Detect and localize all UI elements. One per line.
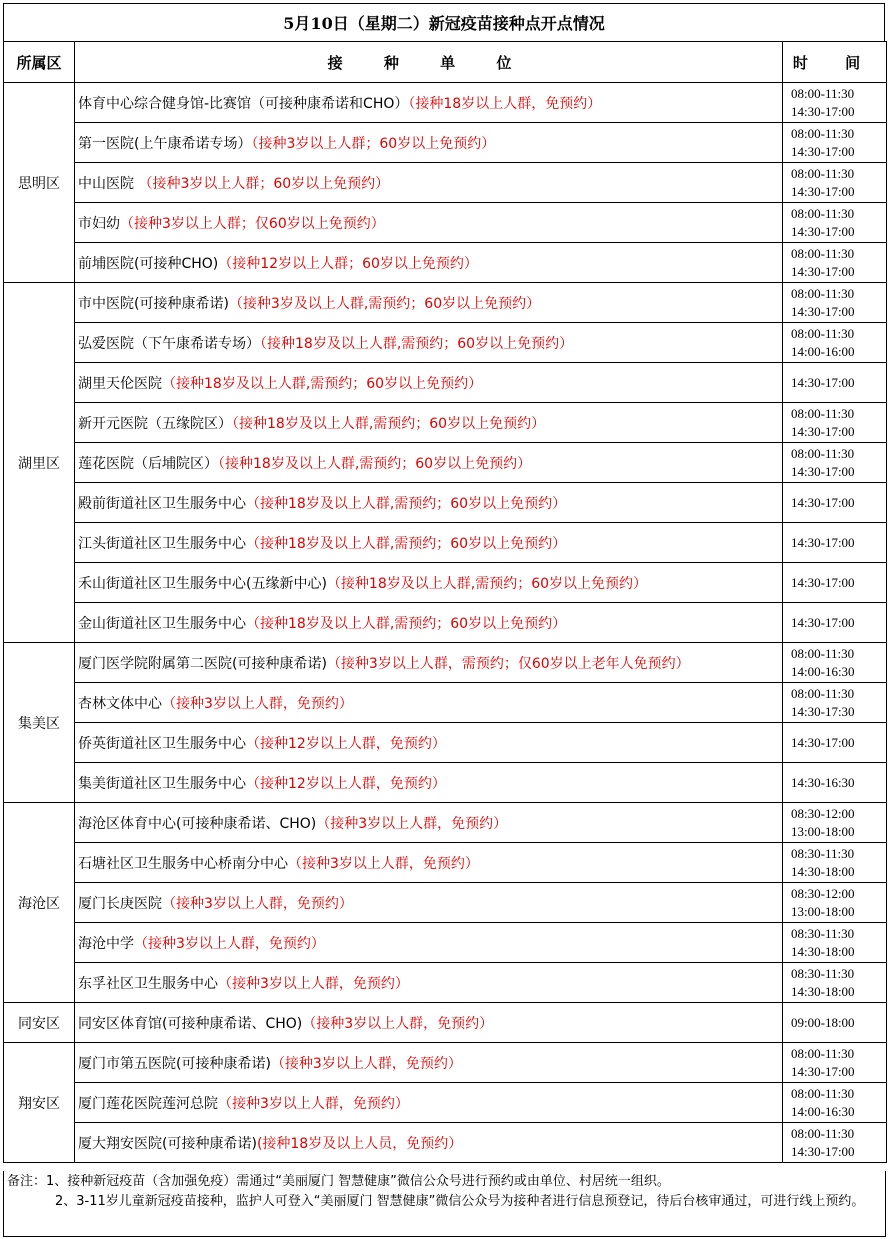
- unit-name: 集美街道社区卫生服务中心: [78, 775, 246, 792]
- unit-note: （接种18岁及以上人群,需预约；60岁以上免预约）: [246, 615, 567, 632]
- unit-name: 海沧区体育中心(可接种康希诺、CHO): [78, 815, 317, 832]
- table-row: [4, 283, 887, 323]
- page-title: 5月10日（星期二）新冠疫苗接种点开点情况: [3, 3, 885, 41]
- time-slot: 08:00-11:30: [791, 285, 855, 301]
- time-cell: [783, 1043, 887, 1083]
- time-slot: 08:00-11:30: [791, 205, 855, 221]
- time-cell: [783, 83, 887, 123]
- time-cell: [783, 883, 887, 923]
- unit-cell: [75, 403, 783, 443]
- time-cell: [783, 283, 887, 323]
- unit-note: （接种12岁以上人群；60岁以上免预约）: [218, 255, 478, 272]
- unit-note: （接种3岁以上人群；仅60岁以上免预约）: [120, 215, 385, 232]
- unit-note: （接种12岁以上人群，免预约）: [246, 775, 446, 792]
- time-slot: 14:00-16:00: [791, 343, 855, 359]
- unit-cell: [75, 803, 783, 843]
- time-slot: 08:00-11:30: [791, 1085, 855, 1101]
- time-slot: 08:00-11:30: [791, 645, 855, 661]
- unit-name: 同安区体育馆(可接种康希诺、CHO): [78, 1015, 303, 1032]
- header-unit: [75, 42, 783, 83]
- vaccination-table: [3, 41, 887, 1163]
- table-row: [4, 923, 887, 963]
- time-slot: 08:00-11:30: [791, 445, 855, 461]
- unit-cell: [75, 1043, 783, 1083]
- unit-note: （接种18岁及以上人群,需预约；60岁以上免预约）: [162, 375, 483, 392]
- time-slot: 14:00-16:30: [791, 1103, 855, 1119]
- time-cell: [783, 563, 887, 603]
- table-row: [4, 883, 887, 923]
- time-slot: 08:30-11:30: [791, 925, 855, 941]
- unit-note: （接种18岁以上人群，免预约）: [408, 95, 602, 112]
- table-row: [4, 763, 887, 803]
- time-cell: [783, 843, 887, 883]
- time-slot: 08:00-11:30: [791, 165, 855, 181]
- time-slot: 09:00-18:00: [791, 1014, 855, 1030]
- table-row: [4, 563, 887, 603]
- time-slot: 14:30-18:00: [791, 863, 855, 879]
- unit-name: 新开元医院（五缘院区）: [78, 415, 232, 432]
- table-row: [4, 723, 887, 763]
- time-slot: 14:00-16:30: [791, 663, 855, 679]
- time-cell: [783, 603, 887, 643]
- unit-note: （接种18岁及以上人群,需预约；60岁以上免预约）: [232, 415, 546, 432]
- unit-cell: [75, 363, 783, 403]
- unit-cell: [75, 643, 783, 683]
- unit-name: 东孚社区卫生服务中心: [78, 975, 218, 992]
- time-slot: 14:30-17:00: [791, 183, 855, 199]
- unit-cell: [75, 523, 783, 563]
- unit-cell: [75, 723, 783, 763]
- time-slot: 14:30-17:00: [791, 1143, 855, 1159]
- unit-name: 第一医院(上午康希诺专场）: [78, 135, 252, 152]
- time-slot: 14:30-17:00: [791, 614, 855, 630]
- header-district: 所属区: [4, 42, 75, 83]
- time-slot: 14:30-17:00: [791, 103, 855, 119]
- unit-note: （接种3岁以上人群，需预约；仅60岁以上老年人免预约）: [326, 655, 690, 672]
- unit-note: （接种18岁及以上人群,需预约；60岁以上免预约）: [246, 495, 567, 512]
- table-row: [4, 483, 887, 523]
- time-cell: [783, 523, 887, 563]
- table-row: [4, 1043, 887, 1083]
- time-slot: 14:30-17:00: [791, 534, 855, 550]
- time-cell: [783, 243, 887, 283]
- unit-cell: [75, 123, 783, 163]
- table-row: [4, 803, 887, 843]
- time-slot: 14:30-17:00: [791, 1063, 855, 1079]
- time-slot: 08:00-11:30: [791, 245, 855, 261]
- header-unit-label: 接 种 单 位: [327, 53, 530, 72]
- time-cell: [783, 923, 887, 963]
- time-cell: [783, 763, 887, 803]
- unit-note: （接种3岁及以上人群,需预约；60岁以上免预约）: [228, 295, 541, 312]
- time-slot: 14:30-16:30: [791, 774, 855, 790]
- time-cell: [783, 203, 887, 243]
- time-slot: 08:00-11:30: [791, 85, 855, 101]
- time-slot: 08:30-12:00: [791, 805, 855, 821]
- unit-note: （接种3岁以上人群，免预约）: [270, 1055, 462, 1072]
- table-row: [4, 403, 887, 443]
- time-cell: [783, 363, 887, 403]
- unit-cell: [75, 1083, 783, 1123]
- district-cell: 集美区: [4, 643, 75, 803]
- unit-name: 金山街道社区卫生服务中心: [78, 615, 246, 632]
- unit-note: （接种3岁以上人群，免预约）: [218, 975, 409, 992]
- unit-name: 石塘社区卫生服务中心桥南分中心: [78, 855, 288, 872]
- unit-note: （接种18岁及以上人群,需预约；60岁以上免预约）: [260, 335, 574, 352]
- time-cell: [783, 683, 887, 723]
- unit-name: 市中医院(可接种康希诺): [78, 295, 229, 312]
- time-cell: [783, 723, 887, 763]
- unit-cell: [75, 1003, 783, 1043]
- table-row: [4, 203, 887, 243]
- time-slot: 14:30-17:00: [791, 734, 855, 750]
- district-cell: 海沧区: [4, 803, 75, 1003]
- unit-note: （接种3岁以上人群，免预约）: [162, 895, 353, 912]
- unit-name: 海沧中学: [78, 935, 134, 952]
- table-row: [4, 843, 887, 883]
- time-slot: 13:00-18:00: [791, 903, 855, 919]
- unit-name: 禾山街道社区卫生服务中心(五缘新中心): [78, 575, 327, 592]
- time-cell: [783, 123, 887, 163]
- remark-line-1: 备注：1、接种新冠疫苗（含加强免疫）需通过“美丽厦门 智慧健康”微信公众号进行预约或由单位、村居统一组织。: [7, 1174, 670, 1189]
- unit-name: 厦门长庚医院: [78, 895, 162, 912]
- time-slot: 08:00-11:30: [791, 405, 855, 421]
- unit-cell: [75, 83, 783, 123]
- time-slot: 08:30-11:30: [791, 845, 855, 861]
- time-slot: 08:00-11:30: [791, 685, 855, 701]
- unit-cell: [75, 963, 783, 1003]
- unit-name: 莲花医院（后埔院区）: [78, 455, 218, 472]
- time-cell: [783, 643, 887, 683]
- time-slot: 14:30-17:00: [791, 263, 855, 279]
- unit-name: 殿前街道社区卫生服务中心: [78, 495, 246, 512]
- unit-note: （接种3岁以上人群，免预约）: [288, 855, 479, 872]
- time-slot: 08:30-12:00: [791, 885, 855, 901]
- time-cell: [783, 323, 887, 363]
- unit-cell: [75, 683, 783, 723]
- time-cell: [783, 1123, 887, 1163]
- unit-name: 杏林文体中心: [78, 695, 162, 712]
- time-slot: 14:30-17:00: [791, 574, 855, 590]
- unit-note: （接种3岁以上人群；60岁以上免预约）: [138, 175, 390, 192]
- unit-note: (接种18岁及以上人员，免预约）: [256, 1135, 463, 1152]
- header-time: [783, 42, 887, 83]
- remark-line-2: 2、3-11岁儿童新冠疫苗接种，监护人可登入“美丽厦门 智慧健康”微信公众号为接种者进行信息预登记，待后台核审通过，可进行线上预约。: [55, 1194, 865, 1209]
- time-cell: [783, 1083, 887, 1123]
- time-slot: 14:30-18:00: [791, 983, 855, 999]
- time-slot: 14:30-17:00: [791, 303, 855, 319]
- unit-cell: [75, 443, 783, 483]
- table-header-row: [4, 42, 887, 83]
- table-row: [4, 163, 887, 203]
- time-cell: [783, 963, 887, 1003]
- time-slot: 08:00-11:30: [791, 125, 855, 141]
- time-slot: 14:30-17:00: [791, 423, 855, 439]
- table-row: [4, 323, 887, 363]
- unit-note: （接种18岁及以上人群,需预约；60岁以上免预约）: [326, 575, 648, 592]
- unit-cell: [75, 163, 783, 203]
- time-slot: 08:00-11:30: [791, 1045, 855, 1061]
- unit-cell: [75, 923, 783, 963]
- time-cell: [783, 163, 887, 203]
- unit-name: 弘爱医院（下午康希诺专场）: [78, 335, 260, 352]
- time-slot: 14:30-17:00: [791, 143, 855, 159]
- unit-cell: [75, 763, 783, 803]
- unit-note: （接种3岁以上人群，免预约）: [162, 695, 353, 712]
- district-cell: 思明区: [4, 83, 75, 283]
- unit-name: 侨英街道社区卫生服务中心: [78, 735, 246, 752]
- table-row: [4, 443, 887, 483]
- time-cell: [783, 443, 887, 483]
- table-row: [4, 83, 887, 123]
- unit-cell: [75, 843, 783, 883]
- table-body: [4, 83, 887, 1163]
- time-slot: 08:30-11:30: [791, 965, 855, 981]
- time-slot: 14:30-17:00: [791, 463, 855, 479]
- time-slot: 08:00-11:30: [791, 325, 855, 341]
- time-slot: 14:30-17:30: [791, 703, 855, 719]
- table-row: [4, 603, 887, 643]
- table-row: [4, 243, 887, 283]
- time-slot: 14:30-17:00: [791, 223, 855, 239]
- district-cell: 湖里区: [4, 283, 75, 643]
- unit-note: （接种3岁以上人群，免预约）: [134, 935, 325, 952]
- time-cell: [783, 403, 887, 443]
- unit-name: 湖里天伦医院: [78, 375, 162, 392]
- unit-name: 前埔医院(可接种CHO): [78, 255, 219, 272]
- unit-note: （接种3岁以上人群；60岁以上免预约）: [251, 135, 496, 152]
- unit-note: （接种12岁以上人群，免预约）: [246, 735, 446, 752]
- time-cell: [783, 803, 887, 843]
- table-row: [4, 1003, 887, 1043]
- time-cell: [783, 1003, 887, 1043]
- time-slot: 08:00-11:30: [791, 1125, 855, 1141]
- unit-name: 中山医院: [78, 175, 139, 192]
- district-cell: 翔安区: [4, 1043, 75, 1163]
- unit-cell: [75, 323, 783, 363]
- unit-note: （接种18岁及以上人群,需预约；60岁以上免预约）: [218, 455, 532, 472]
- unit-note: （接种3岁以上人群，免预约）: [302, 1015, 494, 1032]
- unit-name: 厦门市第五医院(可接种康希诺): [78, 1055, 271, 1072]
- unit-cell: [75, 603, 783, 643]
- unit-name: 体育中心综合健身馆-比赛馆（可接种康希诺和CHO）: [78, 95, 409, 112]
- table-row: [4, 523, 887, 563]
- unit-cell: [75, 563, 783, 603]
- table-row: [4, 683, 887, 723]
- time-slot: 14:30-17:00: [791, 494, 855, 510]
- unit-cell: [75, 283, 783, 323]
- remarks: [3, 1171, 886, 1237]
- table-row: [4, 363, 887, 403]
- unit-name: 江头街道社区卫生服务中心: [78, 535, 246, 552]
- table-row: [4, 1123, 887, 1163]
- unit-name: 市妇幼: [78, 215, 120, 232]
- unit-name: 厦大翔安医院(可接种康希诺): [78, 1135, 257, 1152]
- unit-note: （接种3岁以上人群，免预约）: [218, 1095, 409, 1112]
- time-slot: 13:00-18:00: [791, 823, 855, 839]
- unit-name: 厦门莲花医院莲河总院: [78, 1095, 218, 1112]
- unit-cell: [75, 483, 783, 523]
- table-row: [4, 1083, 887, 1123]
- time-slot: 14:30-17:00: [791, 374, 855, 390]
- unit-cell: [75, 883, 783, 923]
- unit-note: （接种18岁及以上人群,需预约；60岁以上免预约）: [246, 535, 567, 552]
- time-slot: 14:30-18:00: [791, 943, 855, 959]
- table-row: [4, 963, 887, 1003]
- unit-note: （接种3岁以上人群，免预约）: [316, 815, 508, 832]
- time-cell: [783, 483, 887, 523]
- header-time-label: 时 间: [792, 53, 877, 72]
- unit-cell: [75, 203, 783, 243]
- unit-cell: [75, 243, 783, 283]
- unit-name: 厦门医学院附属第二医院(可接种康希诺): [78, 655, 327, 672]
- unit-cell: [75, 1123, 783, 1163]
- district-cell: 同安区: [4, 1003, 75, 1043]
- table-row: [4, 123, 887, 163]
- table-row: [4, 643, 887, 683]
